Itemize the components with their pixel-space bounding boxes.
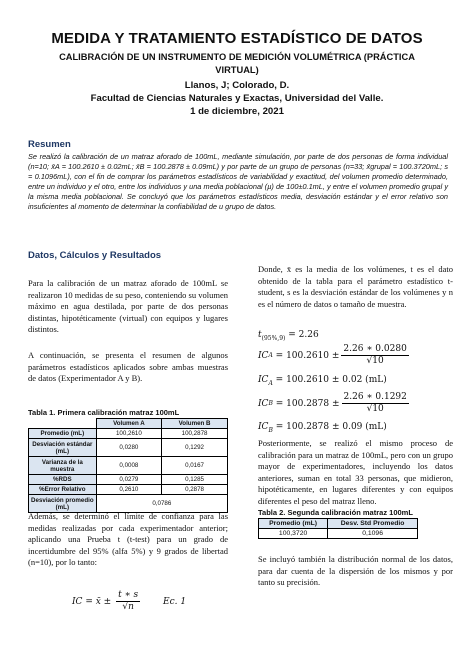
t-value-equation: $t_{(95\%,9)} = 2.26$ xyxy=(258,330,319,342)
table-row-label: Varianza de la muestra xyxy=(29,457,97,475)
table-cell: 100,2878 xyxy=(162,429,228,439)
table-cell: 0,1292 xyxy=(162,439,228,457)
table-cell: 0,0008 xyxy=(96,457,161,475)
publication-date: 1 de diciembre, 2021 xyxy=(190,106,284,117)
icb-equation-step1: IC B = 100.2878 ± $\frac{2.26 ∗ 0.1292}{√10}$ xyxy=(258,392,407,414)
table-row-label: %RDS xyxy=(29,475,97,485)
abstract-text: Se realizó la calibración de un matraz aforado de 100mL, mediante simulación, por parte de dos personas de forma individual (n=10; x̄A = 100.2610 ± 0.02mL; x̄B = 100.2878 ± 0.09mL) y por parte de un grupo de personas (n=33; x̄grupal = 100.3720mL; s = 0.1096mL), con el fin de comprar los parámetros estadísticos de variabilidad y exactitud, del volumen promedio determinado, entre un individuo y el otro, entre los individuos y una media poblacional (µ) de 100±0.1mL, y entre el volumen promedio grupal y la misma media poblacional. Se concluyó que los parámetros estadísticos media, desviación estándar y el error relativo son insuficientes al momento de determinar la confiabilidad de u grupo de datos. xyxy=(28,152,448,211)
table-cell: 0,0786 xyxy=(96,495,227,513)
ica-equation-result: $IC_A = 100.2610 \pm 0.02$ (mL) xyxy=(258,375,387,387)
table-row xyxy=(29,439,228,457)
table2-col-header: Promedio (mL) xyxy=(259,519,328,529)
ica-denominator: √10 xyxy=(366,356,384,366)
affiliation: Facultad de Ciencias Naturales y Exactas, Universidad del Valle. xyxy=(90,93,384,104)
icb-denominator: √10 xyxy=(366,404,384,414)
table-row xyxy=(29,457,228,475)
table1-caption: Tabla 1. Primera calibración matraz 100mL xyxy=(28,408,180,417)
table2-col-header: Desv. Std Promedio xyxy=(328,519,418,529)
table-row xyxy=(29,485,228,495)
equation-1-label: Ec. 1 xyxy=(163,597,187,607)
document-title: MEDIDA Y TRATAMIENTO ESTADÍSTICO DE DATOS xyxy=(51,30,423,47)
right-paragraph-1: Donde, x̄ es la media de los volúmenes, t es el dato obtenido de la tabla para el parámetro estadístico t-student, s es la desviación estándar de los volúmenes y n es el número de datos o tamaño de muestra. xyxy=(258,264,453,309)
right-paragraph-2: Posteriormente, se realizó el mismo proceso de calibración para un matraz de 100mL, pero con un grupo mayor de experimentadores, incluyendo los datos anteriores, suman en total 33 personas, que midieron, hipotéticamente, en lugares diferentes y con equipos diferentes el peso del matraz lleno. xyxy=(258,438,453,506)
t-value: = 2.26 xyxy=(288,330,319,340)
left-paragraph-1: Para la calibración de un matraz aforado de 100mL se realizaron 10 medidas de su peso, conteniendo su volumen máximo en agua destilada, por parte de dos personas distintas, hipotéticamente (virtual) con equipos y lugares distintos. xyxy=(28,278,228,335)
table-cell: 0,2878 xyxy=(162,485,228,495)
abstract-heading: Resumen xyxy=(28,139,71,150)
table1-col-header: Volumen B xyxy=(162,419,228,429)
table-row-label: Desviación estándar (mL) xyxy=(29,439,97,457)
icb-base: = 100.2878 ± xyxy=(275,398,340,409)
table1-corner xyxy=(29,419,97,429)
ica-equation-step1: IC A = 100.2610 ± $\frac{2.26 ∗ 0.0280}{√10}$ xyxy=(258,344,407,366)
table-row-label: Desviación promedio (mL) xyxy=(29,495,97,513)
table-row xyxy=(29,495,228,513)
table1 xyxy=(28,418,228,513)
table2-header-row xyxy=(259,519,418,529)
table-cell: 0,1285 xyxy=(162,475,228,485)
table-row xyxy=(29,429,228,439)
table-cell: 0,0167 xyxy=(162,457,228,475)
table-cell: 0,0279 xyxy=(96,475,161,485)
table-cell: 0,0280 xyxy=(96,439,161,457)
section-heading: Datos, Cálculos y Resultados xyxy=(28,250,162,261)
table-cell: 0,1096 xyxy=(328,529,418,539)
document-subtitle: CALIBRACIÓN DE UN INSTRUMENTO DE MEDICIÓN VOLUMÉTRICA (PRÁCTICA VIRTUAL) xyxy=(59,52,415,75)
icb-numerator: 2.26 ∗ 0.1292 xyxy=(343,392,407,402)
icb-equation-result: $IC_B = 100.2878 \pm 0.09$ (mL) xyxy=(258,422,387,434)
icb-result: = 100.2878 ± 0.09 (mL) xyxy=(275,422,387,432)
table-cell: 0,2610 xyxy=(96,485,161,495)
table-row xyxy=(29,475,228,485)
table2 xyxy=(258,518,418,539)
table1-header-row xyxy=(29,419,228,429)
authors: Llanos, J; Colorado, D. xyxy=(184,80,290,91)
table-cell: 100,3720 xyxy=(259,529,328,539)
table-row xyxy=(259,529,418,539)
ica-numerator: 2.26 ∗ 0.0280 xyxy=(343,344,407,354)
equation-1: IC = x̄ ± $\frac{t ∗ s}{√n}$ Ec. 1 xyxy=(72,590,187,612)
table1-col-header: Volumen A xyxy=(96,419,161,429)
ica-base: = 100.2610 ± xyxy=(275,350,340,361)
table-cell: 100,2610 xyxy=(96,429,161,439)
right-paragraph-3: Se incluyó también la distribución normal de los datos, para dar cuenta de la dispersión de los mismos y por tanto su precisión. xyxy=(258,554,453,588)
left-paragraph-3: Además, se determinó el límite de confianza para las medidas realizadas por cada experimentador anterior; aplicando una Prueba t (t-test) para un grado de incertidumbre del 95% (alfa 5%) y 9 grados de libertad (n=10), por lo tanto: xyxy=(28,511,228,568)
ica-result: = 100.2610 ± 0.02 (mL) xyxy=(275,375,387,385)
table2-caption: Tabla 2. Segunda calibración matraz 100mL xyxy=(258,508,413,517)
table-row-label: %Error Relativo xyxy=(29,485,97,495)
left-paragraph-2: A continuación, se presenta el resumen de algunos parámetros estadísticos aplicados sobre ambas muestras de datos (Experimentador A y B). xyxy=(28,350,228,384)
table-row-label: Promedio (mL) xyxy=(29,429,97,439)
